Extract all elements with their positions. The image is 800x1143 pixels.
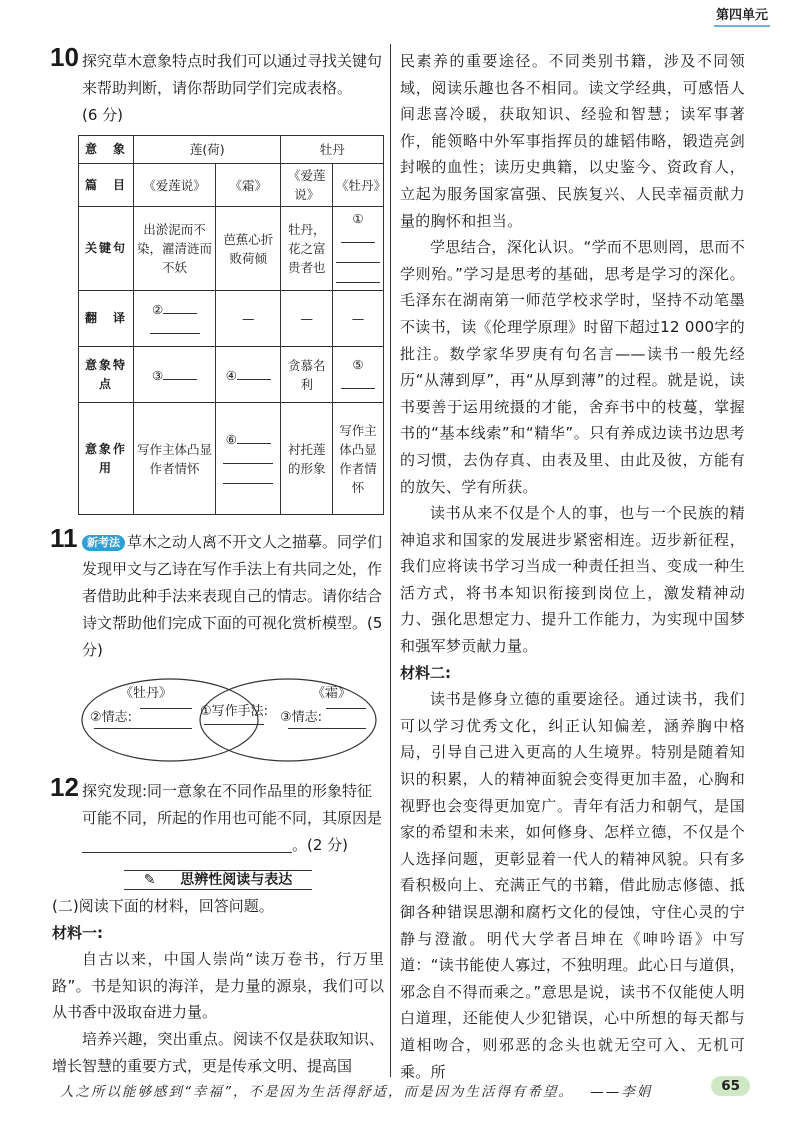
row-header-key: 关键句 — [79, 207, 134, 291]
question-score: (6 分) — [82, 106, 124, 124]
row-header-chapter: 篇 目 — [79, 164, 134, 207]
image-analysis-table — [78, 135, 387, 515]
fill-line[interactable] — [204, 724, 264, 725]
answer-blank-6[interactable] — [216, 403, 281, 515]
blank-index: ⑤ — [352, 357, 364, 372]
row-header-image: 意 象 — [79, 136, 134, 164]
fill-line — [341, 374, 375, 389]
right-column — [400, 48, 745, 1085]
venn-right-item: ③情志: — [280, 710, 323, 725]
question-10 — [50, 42, 384, 129]
material-1-paragraph-cont: 民素养的重要途径。不同类别书籍，涉及不同领域，阅读乐趣也各不相同。读文学经典，可感悟人间悲喜冷暖，获取知识、经验和智慧；读军事著作，能领略中外军事指挥员的雄韬伟略，锻造亮剑封喉的血性；读历史典籍，以史鉴今、资政育人，立起为服务国家富强、民族复兴、人民幸福贡献力量的胸怀和担当。 — [400, 52, 745, 230]
question-score: (5 分) — [82, 614, 383, 659]
material-1-title: 材料一: — [52, 923, 103, 942]
new-method-badge: 新考法 — [82, 535, 125, 551]
material-1-paragraph: 学思结合，深化认识。“学而不思则罔，思而不学则殆。”学习是思考的基础，思考是学习的深化。毛泽东在湖南第一师范学校求学时，坚持不动笔墨不读书，读《伦理学原理》时留下超过12 000字的批注。数学家华罗庚有句名言——读书一般先经历“从薄到厚”，再“从厚到薄”的过程。就是说，读书要善于运用统摄的才能，舍弃书中的枝蔓，掌握书的“基本线索”和“精华”。只有养成边读书边思考的习惯，去伪存真、由表及里、由此及彼，方能有的放矢、学有所获。 — [400, 238, 745, 496]
venn-left-item: ②情志: — [90, 710, 133, 725]
blank-index: ⑥ — [225, 431, 237, 447]
blank-index: ④ — [225, 367, 237, 383]
section-heading — [52, 869, 384, 889]
chapter-cell: 《牡丹》 — [333, 164, 384, 207]
quote-text: 人之所以能够感到“幸福”，不是因为生活得舒适，而是因为生活得有希望。 — [60, 1084, 574, 1100]
column-divider — [390, 44, 391, 1077]
footer-quote — [60, 1080, 750, 1100]
quote-author: ——李娟 — [590, 1084, 653, 1100]
page-number: 65 — [711, 1076, 750, 1096]
key-cell: 出淤泥而不染，濯清涟而不妖 — [134, 207, 216, 291]
material-2-paragraph: 读书是修身立德的重要途径。通过读书，我们可以学习优秀文化，纠正认知偏差，涵养胸中格局，引导自己进入更高的人生境界。特别是随着知识的积累，人的精神面貌会变得更加丰盈，心胸和视野也会变得更加宽广。青年有活力和朝气，是国家的希望和未来，如何修身、怎样立德，不仅是个人选择问题，更彰显着一代人的精神风貌。只有多看积极向上、充满正气的书籍，借此励志修德、抵御各种错误思潮和腐朽文化的侵蚀，守住心灵的宁静与澄澈。明代大学者吕坤在《呻吟语》中写道：“读书能使人寡过，不独明理。此心日与道俱，邪念自不得而乘之。”意思是说，读书不仅能使人明白道理，还能使人少犯错误，心中所想的每天都与道相吻合，则邪恶的念头也就无空可入、无机可乘。所 — [400, 690, 745, 1081]
role-cell: 写作主体凸显作者情怀 — [134, 403, 216, 515]
venn-diagram — [80, 676, 380, 764]
fill-line — [150, 319, 200, 334]
venn-right-title: 《霜》 — [312, 686, 352, 701]
header-lotus: 莲(荷) — [134, 136, 281, 164]
row-header-translate: 翻 译 — [79, 291, 134, 347]
question-number: 12 — [50, 772, 79, 802]
question-text: 草木之动人离不开文人之描摹。同学们发现甲文与乙诗在写作手法上有共同之处，作者借助此种手法来表现自己的情志。请你结合诗文帮助他们完成下面的可视化赏析模型。 — [82, 533, 383, 632]
question-text: 探究发现:同一意象在不同作品里的形象特征可能不同，所起的作用也可能不同，其原因是 — [82, 782, 383, 827]
chapter-cell: 《爱莲说》 — [134, 164, 216, 207]
pen-icon: ✎ — [134, 870, 166, 890]
answer-blank-4[interactable] — [216, 347, 281, 403]
question-11 — [50, 523, 384, 664]
key-cell: 牡丹，花之富贵者也 — [281, 207, 333, 291]
fill-line — [223, 469, 273, 484]
left-column — [50, 42, 387, 1079]
fill-line[interactable] — [140, 708, 192, 709]
venn-mid-item: ①写作手法: — [200, 704, 269, 719]
answer-blank-3[interactable] — [134, 347, 216, 403]
reading-intro: (二)阅读下面的材料，回答问题。 — [52, 897, 274, 915]
dash-cell: — — [216, 291, 281, 347]
row-header-role: 意象作用 — [79, 403, 134, 515]
fill-line[interactable] — [94, 728, 192, 729]
dash-cell: — — [281, 291, 333, 347]
role-cell: 写作主体凸显作者情怀 — [333, 403, 384, 515]
question-text: 探究草木意象特点时我们可以通过寻找关键句来帮助判断，请你帮助同学们完成表格。 — [82, 52, 383, 97]
answer-line[interactable] — [82, 836, 292, 853]
role-cell: 衬托莲的形象 — [281, 403, 333, 515]
material-1-paragraph: 自古以来，中国人崇尚“读万卷书，行万里路”。书是知识的海洋，是力量的源泉，我们可以从书香中汲取奋进力量。 — [52, 950, 384, 1022]
question-score: 。(2 分) — [292, 836, 349, 854]
venn-left-title: 《牡丹》 — [120, 686, 173, 701]
blank-index: ③ — [151, 367, 164, 383]
fill-line — [336, 248, 380, 263]
blank-index: ① — [352, 211, 364, 226]
section-title: 思辨性阅读与表达 — [170, 870, 302, 890]
question-number: 11 — [50, 523, 78, 553]
unit-label: 第四单元 — [714, 4, 770, 27]
answer-blank-2[interactable] — [134, 291, 216, 347]
feature-cell: 贪慕名利 — [281, 347, 333, 403]
header-peony: 牡丹 — [281, 136, 384, 164]
chapter-cell: 《爱莲说》 — [281, 164, 333, 207]
material-2-title: 材料二: — [400, 663, 451, 682]
material-1-paragraph: 读书从来不仅是个人的事，也与一个民族的精神追求和国家的发展进步紧密相连。迈步新征程，我们应将读书学习当成一种责任担当、变成一种生活方式，将书本知识衔接到岗位上，激发精神动力、强化思想定力、提升工作能力，为实现中国梦和强军梦贡献力量。 — [400, 504, 745, 656]
fill-line — [341, 228, 375, 243]
fill-line — [163, 299, 197, 314]
question-12 — [50, 772, 384, 859]
blank-index: ② — [151, 301, 164, 317]
answer-blank-1[interactable] — [333, 207, 384, 291]
dash-cell: — — [333, 291, 384, 347]
fill-line[interactable] — [288, 728, 366, 729]
fill-line[interactable] — [326, 708, 366, 709]
chapter-cell: 《霜》 — [216, 164, 281, 207]
fill-line — [223, 449, 273, 464]
fill-line — [237, 429, 271, 444]
row-header-feature: 意象特点 — [79, 347, 134, 403]
fill-line — [163, 365, 197, 380]
fill-line — [336, 268, 380, 283]
fill-line — [237, 365, 271, 380]
question-number: 10 — [50, 42, 79, 72]
material-1-paragraph: 培养兴趣，突出重点。阅读不仅是获取知识、增长智慧的重要方式，更是传承文明、提高国 — [52, 1029, 384, 1075]
answer-blank-5[interactable] — [333, 347, 384, 403]
key-cell: 芭蕉心折败荷倾 — [216, 207, 281, 291]
